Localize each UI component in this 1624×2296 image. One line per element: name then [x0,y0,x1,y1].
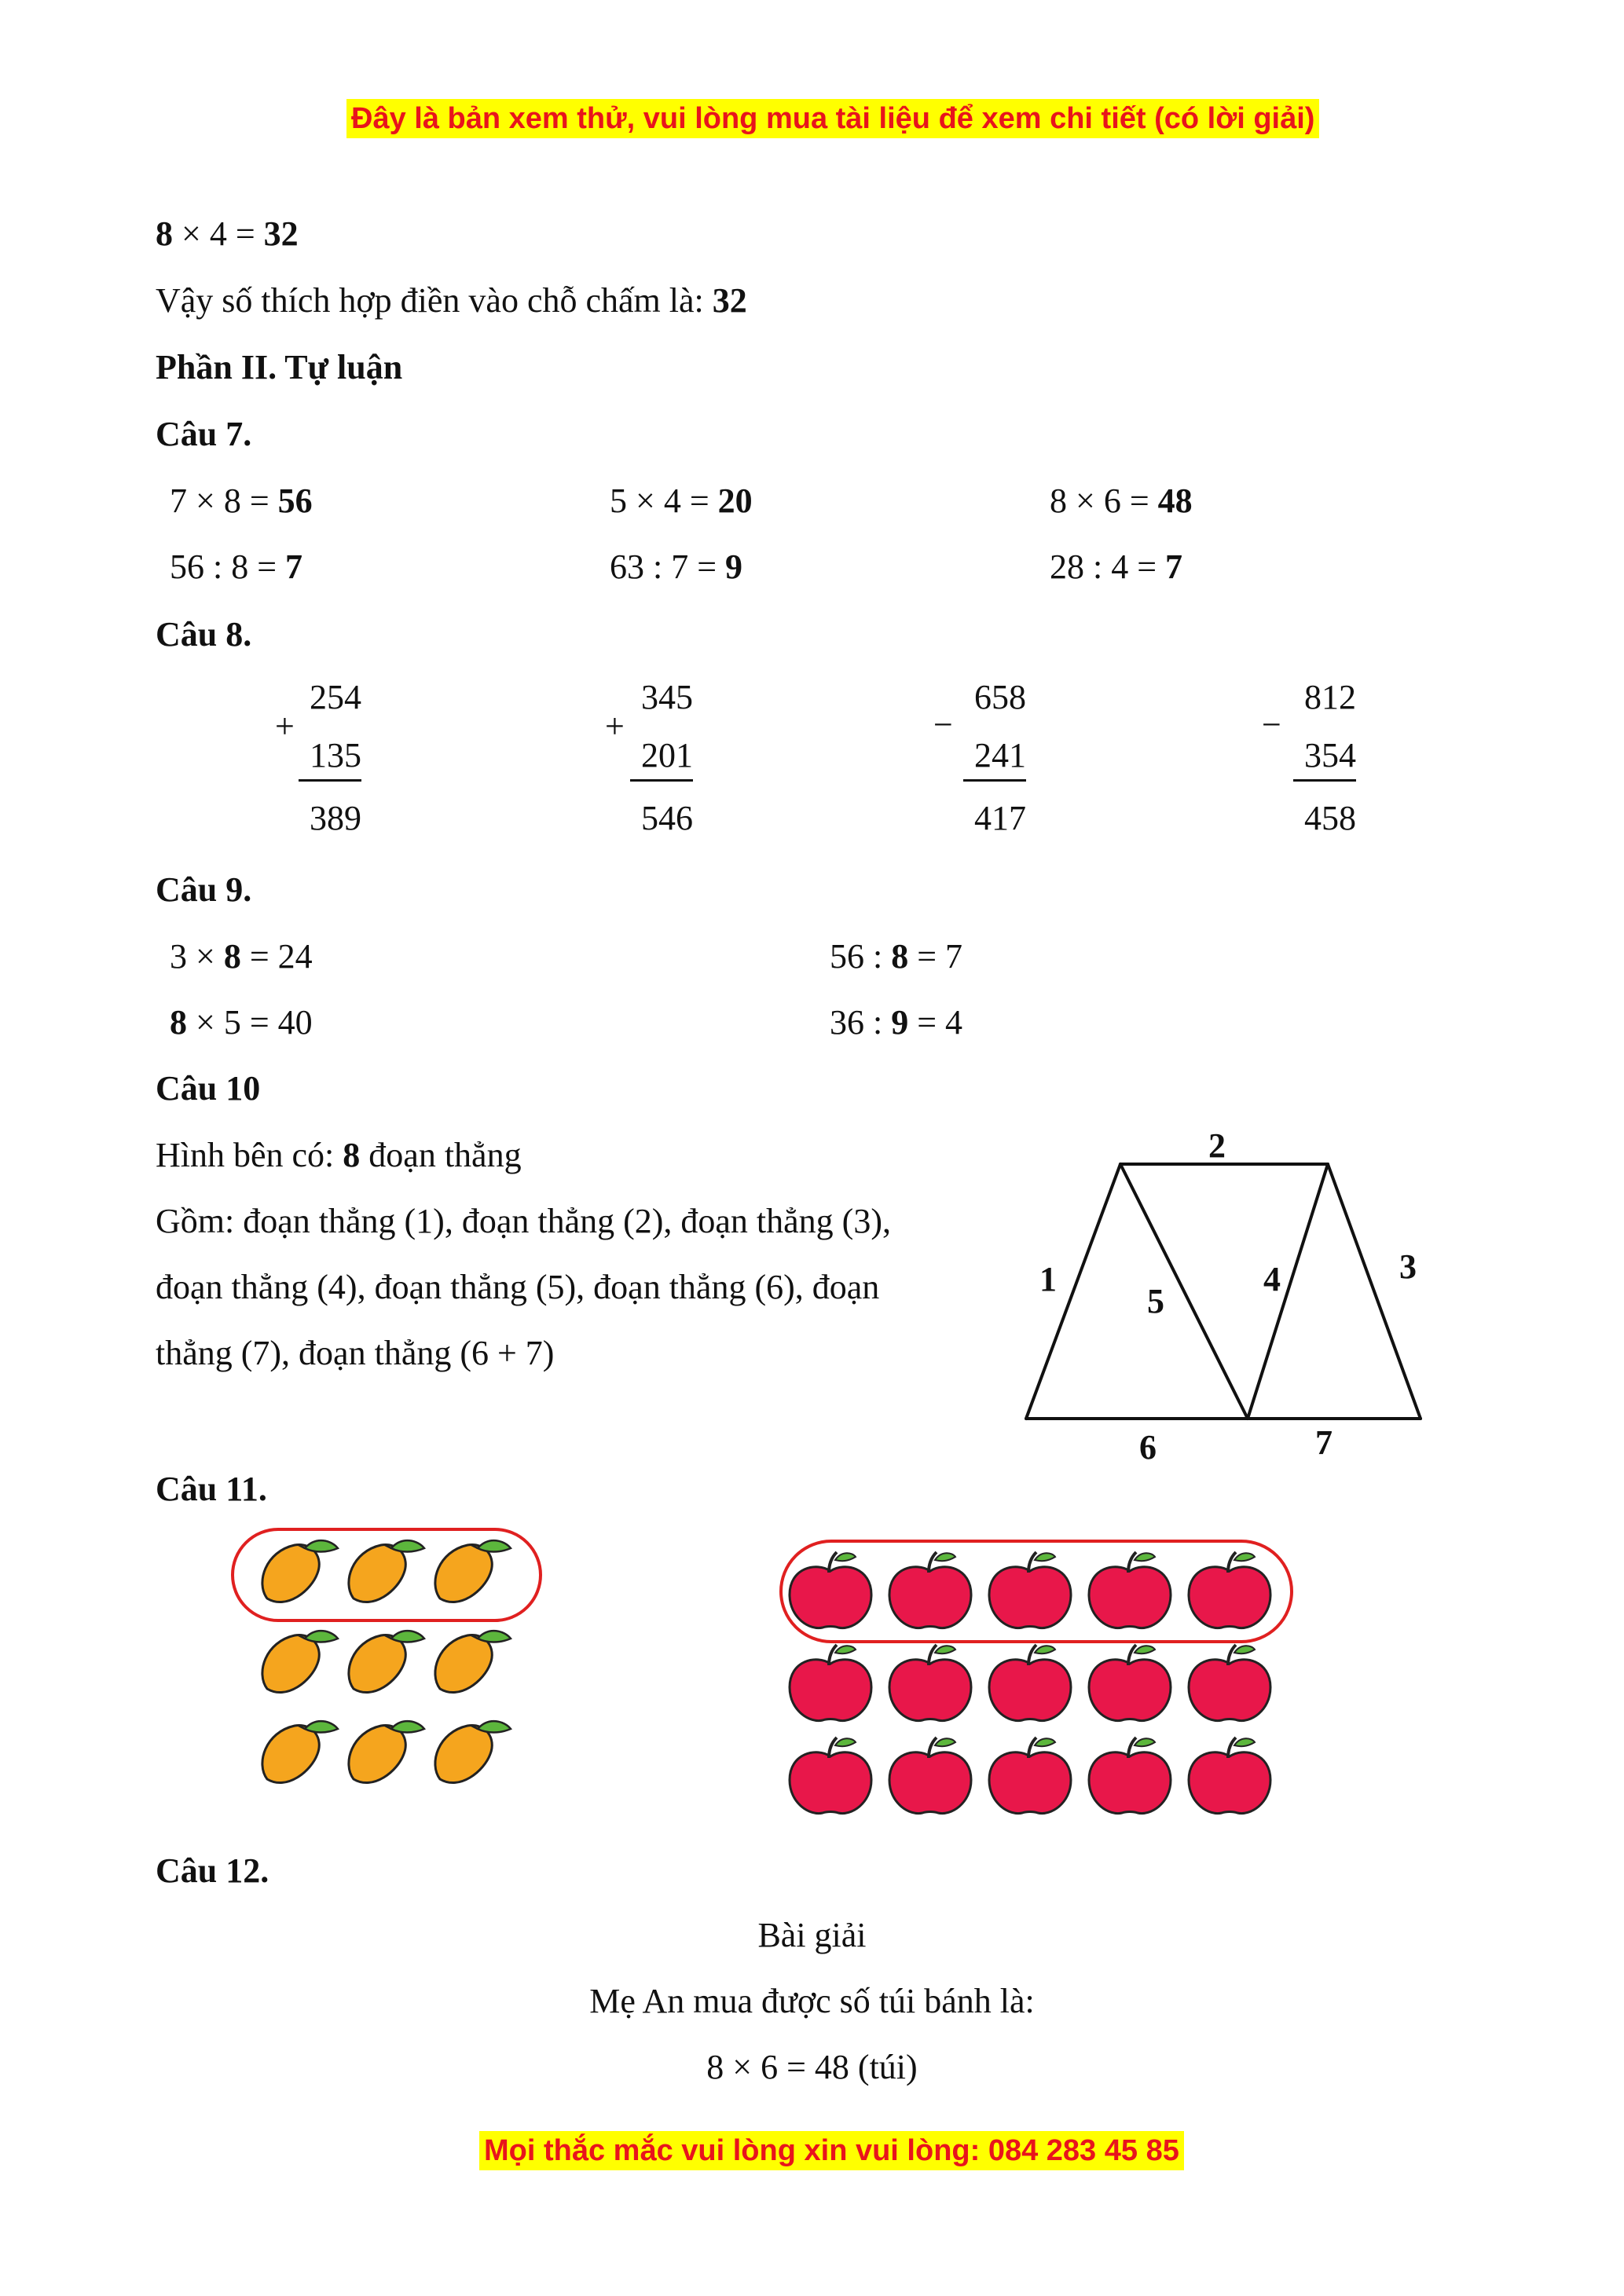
apple-icon [1089,1738,1171,1814]
q10-line: thẳng (7), đoạn thẳng (6 + 7) [156,1334,555,1372]
apple-icon [1189,1738,1270,1814]
apple-icon [889,1645,971,1721]
q9-item: 3 × 8 = 24 [170,937,313,976]
q10-title: Câu 10 [156,1069,261,1108]
segment-4 [1248,1164,1328,1419]
operand-b: 354 [1304,736,1356,774]
solution-line: Mẹ An mua được số túi bánh là: [589,1982,1035,2020]
figure-label: 5 [1147,1282,1164,1320]
result-line [1293,779,1356,782]
column-numbers [630,678,693,838]
intro-text: Vậy số thích hợp điền vào chỗ chấm là: [156,281,713,320]
solution-calc: 8 × 6 = 48 (túi) [706,2048,918,2086]
q9-title: Câu 9. [156,870,252,909]
operation-sign: + [275,707,295,745]
apple-group-circle [781,1541,1292,1642]
q7-item: 7 × 8 = 56 [170,482,313,520]
q10-line: đoạn thẳng (4), đoạn thẳng (5), đoạn thẳng (6), đoạn [156,1268,880,1306]
q7-item: 56 : 8 = 7 [170,547,303,586]
column-numbers [299,678,361,838]
apple-icon [989,1738,1071,1814]
q7-title: Câu 7. [156,415,252,453]
apple-icon [889,1552,971,1628]
apple-icon [790,1645,871,1721]
intro-rest: × 4 = [173,214,264,253]
apple-icon [790,1738,871,1814]
mango-icon [262,1540,338,1602]
q10-line: Gồm: đoạn thẳng (1), đoạn thẳng (2), đoạn thẳng (3), [156,1202,891,1240]
operand-b: 241 [974,736,1026,774]
header-banner: Đây là bản xem thử, vui lòng mua tài liệu để xem chi tiết (có lời giải) [346,99,1319,138]
figure-label: 2 [1208,1126,1226,1165]
result: 546 [641,799,693,837]
operation-sign: − [933,705,953,744]
footer-banner: Mọi thắc mắc vui lòng xin vui lòng: 084 283 45 85 [479,2131,1184,2170]
q7-item: 28 : 4 = 7 [1050,547,1183,586]
column-numbers [1293,678,1356,838]
operation-sign: + [605,707,625,745]
solution-title: Bài giải [757,1916,867,1954]
intro-expr: 8 [156,214,173,253]
intro-line-2 [156,279,747,323]
apple-icon [1189,1645,1270,1721]
segment-3 [1328,1164,1421,1419]
q9-item: 36 : 9 = 4 [830,1003,963,1042]
figure-label: 4 [1263,1260,1281,1298]
mango-icon [262,1631,338,1692]
apple-icon [1089,1645,1171,1721]
apple-icon [889,1738,971,1814]
intro-line-1 [156,212,299,256]
mango-icon [435,1540,511,1602]
q7-item: 63 : 7 = 9 [610,547,743,586]
mango-icon [435,1631,511,1692]
result-line [299,779,361,782]
operand-a: 812 [1304,678,1356,716]
operand-b: 201 [641,736,693,774]
q9-item: 8 × 5 = 40 [170,1003,313,1042]
figure-label: 3 [1399,1247,1417,1286]
figure-label: 6 [1139,1428,1157,1467]
intro-result: 32 [263,214,299,253]
result: 389 [310,799,361,837]
q12-title: Câu 12. [156,1851,269,1890]
apple-icon [1189,1552,1270,1628]
column-numbers [963,678,1026,838]
mango-group-circle [233,1529,541,1620]
mango-icon [349,1721,424,1782]
q10-line-1: Hình bên có: 8 đoạn thẳng [156,1136,522,1174]
q11-title: Câu 11. [156,1470,267,1508]
mango-icon [262,1721,338,1782]
apple-icon [989,1552,1071,1628]
operand-a: 658 [974,678,1026,716]
mango-icon [349,1631,424,1692]
segment-5 [1120,1164,1248,1419]
operand-a: 254 [310,678,361,716]
result-line [963,779,1026,782]
q8-title: Câu 8. [156,615,252,654]
result: 458 [1304,799,1356,837]
apple-icon [1089,1552,1171,1628]
mango-icon [349,1540,424,1602]
result-line [630,779,693,782]
result: 417 [974,799,1026,837]
operation-sign: − [1262,705,1281,744]
q9-item: 56 : 8 = 7 [830,937,963,976]
q7-item: 5 × 4 = 20 [610,482,753,520]
apple-icon [790,1552,871,1628]
intro-answer: 32 [712,281,747,320]
figure-label: 7 [1315,1423,1333,1462]
mango-icon [435,1721,511,1782]
q7-item: 8 × 6 = 48 [1050,482,1193,520]
part2-title: Phần II. Tự luận [156,348,403,386]
operand-b: 135 [310,736,361,774]
figure-label: 1 [1039,1260,1057,1298]
apple-icon [989,1645,1071,1721]
operand-a: 345 [641,678,693,716]
